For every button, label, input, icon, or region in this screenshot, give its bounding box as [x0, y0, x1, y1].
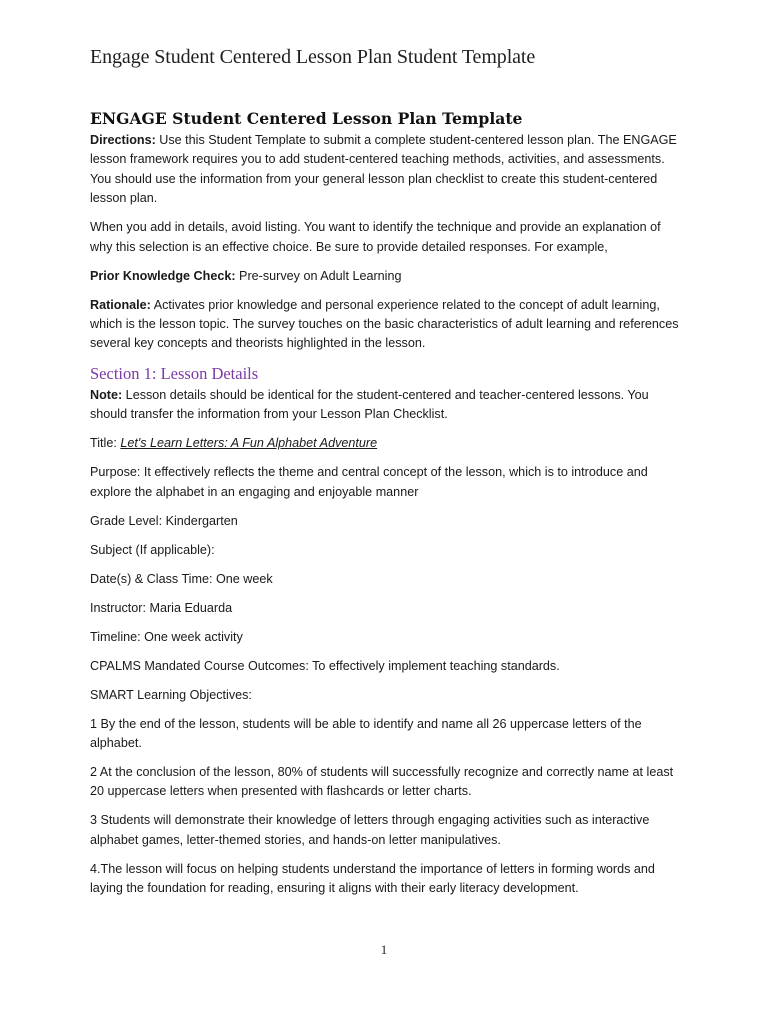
document-title: ENGAGE Student Centered Lesson Plan Template — [90, 109, 523, 128]
details-paragraph: When you add in details, avoid listing. You want to identify the technique and provide an explanation of why this selection is an effective choice. Be sure to provide detailed responses. For example, — [90, 220, 661, 254]
objective-item: 1 By the end of the lesson, students will be able to identify and name all 26 uppercase letters of the alphabet. — [90, 716, 642, 751]
lesson-title-line — [90, 434, 680, 453]
note-paragraph — [90, 386, 680, 425]
objective-item: 4.The lesson will focus on helping students understand the importance of letters in forming words and laying the foundation for reading, ensuring it aligns with their early literacy development. — [90, 861, 655, 896]
objective-item: 3 Students will demonstrate their knowledge of letters through engaging activities such as interactive alphabet games, letter-themed stories, and hands-on letter manipulatives. — [90, 813, 650, 847]
note-text: Lesson details should be identical for the student-centered and teacher-centered lessons. You should transfer the information from your Lesson Plan Checklist. — [90, 387, 649, 422]
objective-item: 2 At the conclusion of the lesson, 80% of students will successfully recognize and correctly name at least 20 uppercase letters when presented with flashcards or letter charts. — [90, 765, 674, 799]
prior-knowledge-text: Pre-survey on Adult Learning — [235, 268, 402, 283]
prior-knowledge-paragraph — [90, 267, 680, 286]
note-label: Note: — [90, 387, 123, 402]
rationale-paragraph — [90, 296, 680, 354]
cpalms-line: CPALMS Mandated Course Outcomes: To effectively implement teaching standards. — [90, 658, 560, 673]
instructor-line: Instructor: Maria Eduarda — [90, 600, 233, 615]
lesson-title-value: Let's Learn Letters: A Fun Alphabet Adventure — [120, 436, 378, 451]
directions-paragraph — [90, 131, 680, 209]
date-class-time-line: Date(s) & Class Time: One week — [90, 571, 273, 586]
subject-line: Subject (If applicable): — [90, 542, 215, 557]
directions-label: Directions: — [90, 133, 156, 147]
timeline-line: Timeline: One week activity — [90, 629, 243, 644]
rationale-label: Rationale: — [90, 297, 151, 312]
page-header-title: Engage Student Centered Lesson Plan Student Template — [90, 46, 536, 68]
grade-level-line: Grade Level: Kindergarten — [90, 513, 238, 528]
page-number: 1 — [380, 942, 388, 957]
rationale-text: Activates prior knowledge and personal experience related to the concept of adult learning, which is the lesson topic. The survey touches on the basic characteristics of adult learning and references several key concepts and theorists highlighted in the lesson. — [90, 297, 679, 351]
purpose-line: Purpose: It effectively reflects the theme and central concept of the lesson, which is to introduce and explore the alphabet in an engaging and enjoyable manner — [90, 465, 648, 499]
smart-objectives-heading: SMART Learning Objectives: — [90, 687, 252, 702]
prior-knowledge-label: Prior Knowledge Check: — [90, 268, 236, 283]
directions-text: Use this Student Template to submit a complete student-centered lesson plan. The ENGAGE lesson framework requires you to add student-centered teaching methods, activities, and assessments. You should use the information from your general lesson plan checklist to create this student-centered lesson plan. — [90, 133, 677, 206]
lesson-title-label: Title: — [90, 436, 121, 451]
document-body — [90, 108, 680, 908]
section-1-heading: Section 1: Lesson Details — [90, 363, 259, 383]
